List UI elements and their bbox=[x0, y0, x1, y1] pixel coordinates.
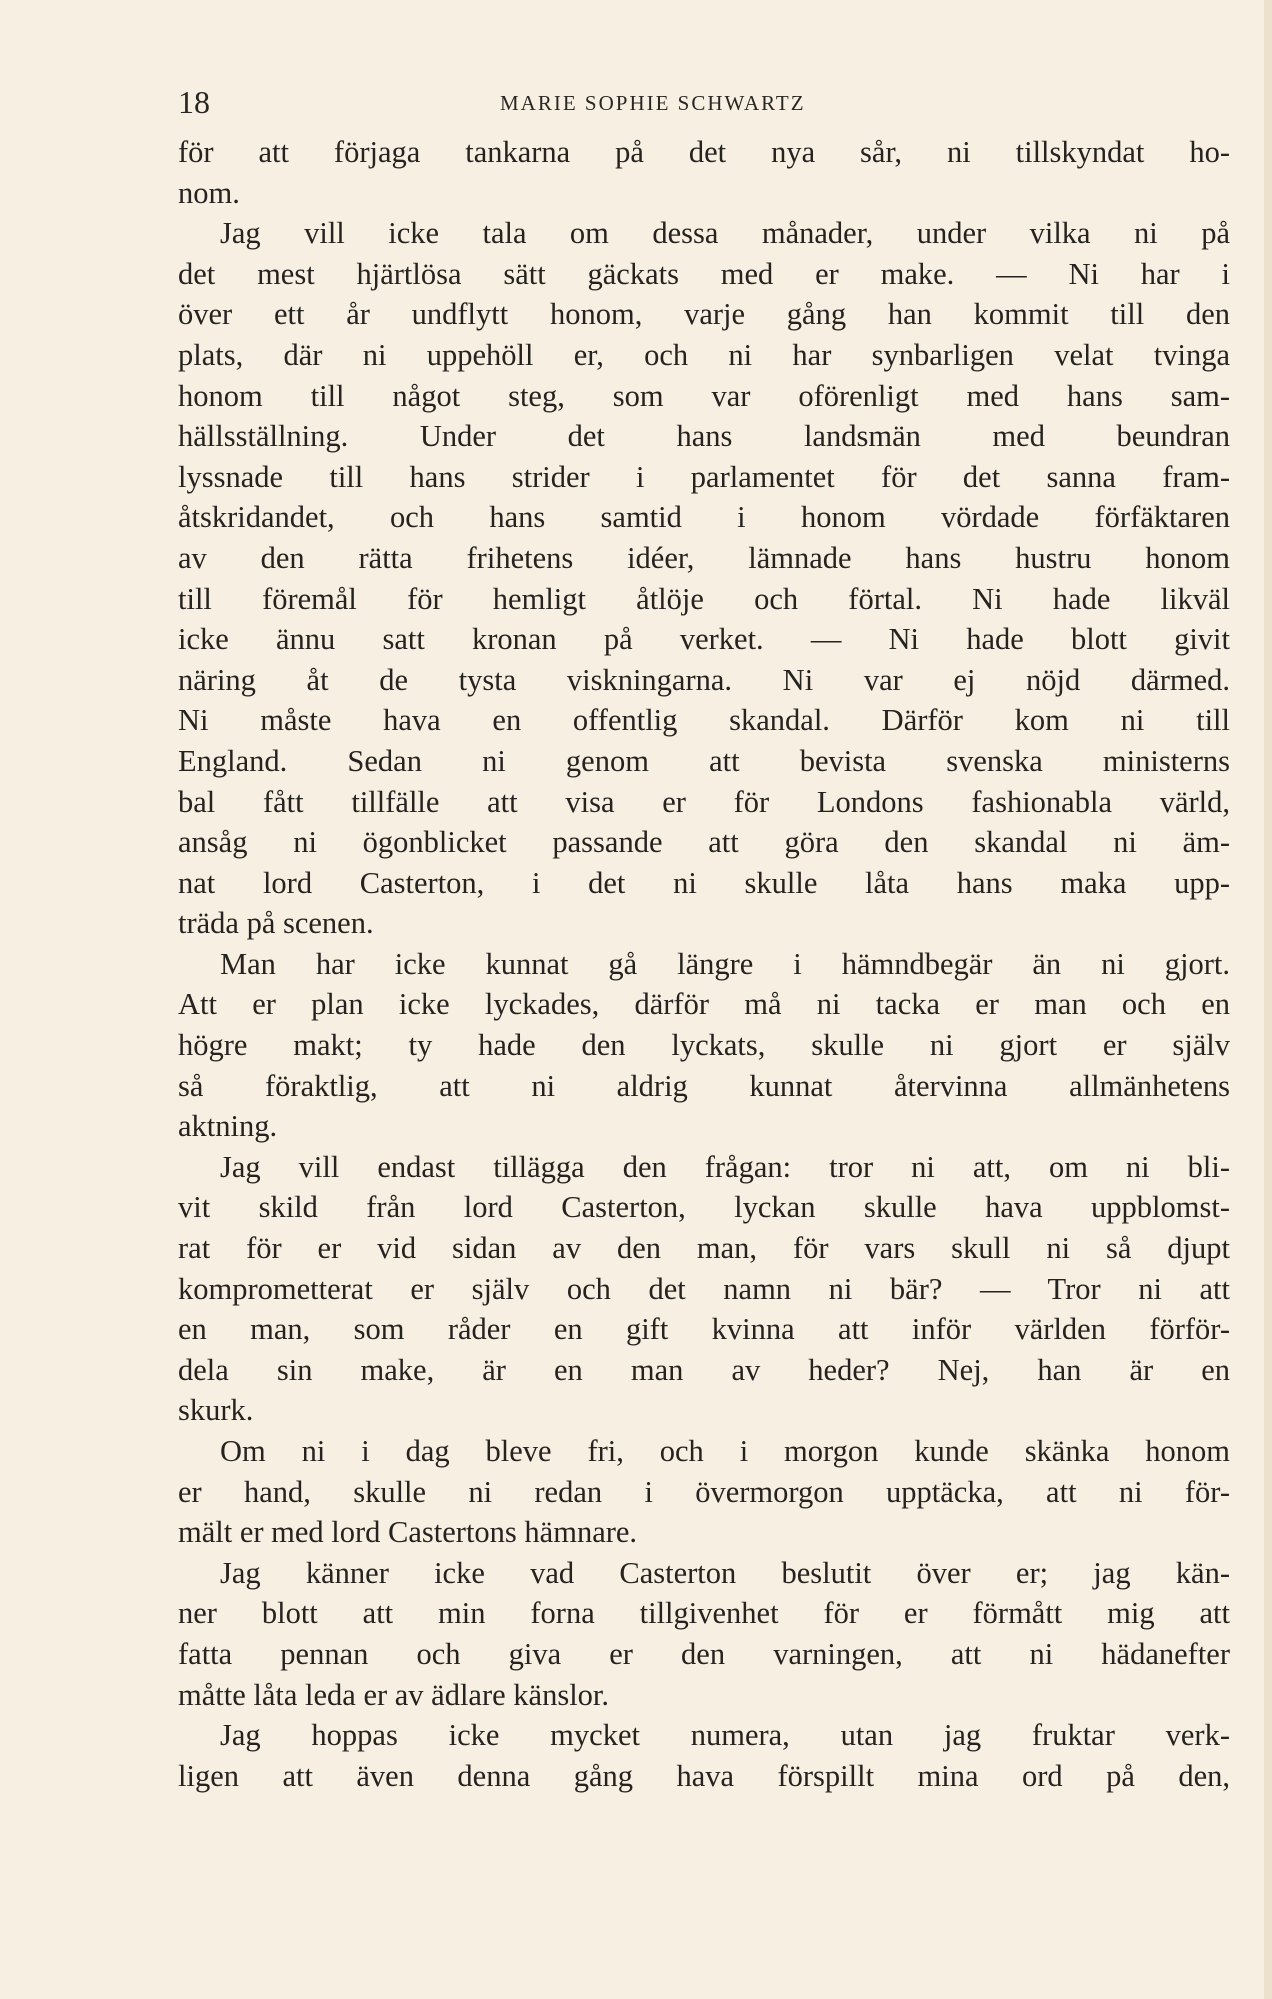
text-line: ansåg ni ögonblicket passande att göra den skandal ni äm- bbox=[178, 825, 1230, 860]
text-line: ner blott att min forna tillgivenhet för er förmått mig att bbox=[178, 1596, 1230, 1631]
text-line: Jag vill icke tala om dessa månader, under vilka ni på bbox=[220, 216, 1230, 251]
text-line: skurk. bbox=[178, 1393, 254, 1428]
page-number: 18 bbox=[178, 84, 210, 120]
text-line: Att er plan icke lyckades, därför må ni tacka er man och en bbox=[178, 987, 1230, 1022]
text-line: Om ni i dag bleve fri, och i morgon kunde skänka honom bbox=[220, 1434, 1230, 1468]
text-line: fatta pennan och giva er den varningen, att ni hädanefter bbox=[178, 1636, 1230, 1671]
text-line: komprometterat er själv och det namn ni bär? — Tror ni att bbox=[178, 1271, 1230, 1306]
text-line: det mest hjärtlösa sätt gäckats med er make. — Ni har i bbox=[178, 256, 1230, 291]
text-line: åtskridandet, och hans samtid i honom vördade förfäktaren bbox=[178, 500, 1230, 535]
text-line: lyssnade till hans strider i parlamentet för det sanna fram- bbox=[178, 459, 1230, 494]
text-line: dela sin make, är en man av heder? Nej, han är en bbox=[178, 1352, 1230, 1387]
text-line: nat lord Casterton, i det ni skulle låta hans maka upp- bbox=[178, 865, 1230, 900]
text-line: England. Sedan ni genom att bevista svenska ministerns bbox=[178, 743, 1230, 778]
text-line: för att förjaga tankarna på det nya sår, ni tillskyndat ho- bbox=[178, 135, 1230, 169]
text-line: av den rätta frihetens idéer, lämnade hans hustru honom bbox=[178, 540, 1230, 575]
text-line: icke ännu satt kronan på verket. — Ni hade blott givit bbox=[178, 622, 1230, 657]
text-line: Jag känner icke vad Casterton beslutit över er; jag kän- bbox=[220, 1555, 1230, 1590]
text-line: aktning. bbox=[178, 1109, 278, 1144]
text-line: Jag vill endast tillägga den frågan: tror ni att, om ni bli- bbox=[220, 1149, 1230, 1184]
text-line: vit skild från lord Casterton, lyckan skulle hava uppblomst- bbox=[178, 1190, 1230, 1225]
text-line: er hand, skulle ni redan i övermorgon upptäcka, att ni för- bbox=[178, 1474, 1230, 1509]
text-line: nom. bbox=[178, 175, 240, 210]
page-edge bbox=[1264, 0, 1272, 1999]
text-line: högre makt; ty hade den lyckats, skulle ni gjort er själv bbox=[178, 1028, 1230, 1063]
text-line: honom till något steg, som var oförenligt med hans sam- bbox=[178, 378, 1230, 413]
text-line: hällsställning. Under det hans landsmän med beundran bbox=[178, 419, 1230, 454]
text-line: en man, som råder en gift kvinna att inför världen förför- bbox=[178, 1312, 1230, 1347]
text-line: plats, där ni uppehöll er, och ni har synbarligen velat tvinga bbox=[178, 337, 1230, 372]
text-line: Jag hoppas icke mycket numera, utan jag fruktar verk- bbox=[220, 1718, 1230, 1753]
text-line: måtte låta leda er av ädlare känslor. bbox=[178, 1677, 610, 1712]
text-line: över ett år undflytt honom, varje gång han kommit till den bbox=[178, 297, 1230, 332]
body-text bbox=[178, 132, 1230, 1796]
running-head: MARIE SOPHIE SCHWARTZ bbox=[500, 91, 806, 115]
page-header bbox=[178, 82, 1230, 122]
text-line: så föraktlig, att ni aldrig kunnat återvinna allmänhetens bbox=[178, 1068, 1230, 1103]
text-line: näring åt de tysta viskningarna. Ni var ej nöjd därmed. bbox=[178, 662, 1230, 697]
text-line: bal fått tillfälle att visa er för Londons fashionabla värld, bbox=[178, 784, 1230, 819]
text-line: till föremål för hemligt åtlöje och förtal. Ni hade likväl bbox=[178, 581, 1230, 616]
text-line: rat för er vid sidan av den man, för vars skull ni så djupt bbox=[178, 1231, 1230, 1266]
text-line: träda på scenen. bbox=[178, 906, 374, 941]
text-line: Ni måste hava en offentlig skandal. Därför kom ni till bbox=[178, 703, 1230, 738]
text-line: mält er med lord Castertons hämnare. bbox=[178, 1515, 638, 1550]
text-line: Man har icke kunnat gå längre i hämndbegär än ni gjort. bbox=[220, 946, 1230, 981]
text-line: ligen att även denna gång hava förspillt mina ord på den, bbox=[178, 1758, 1230, 1793]
